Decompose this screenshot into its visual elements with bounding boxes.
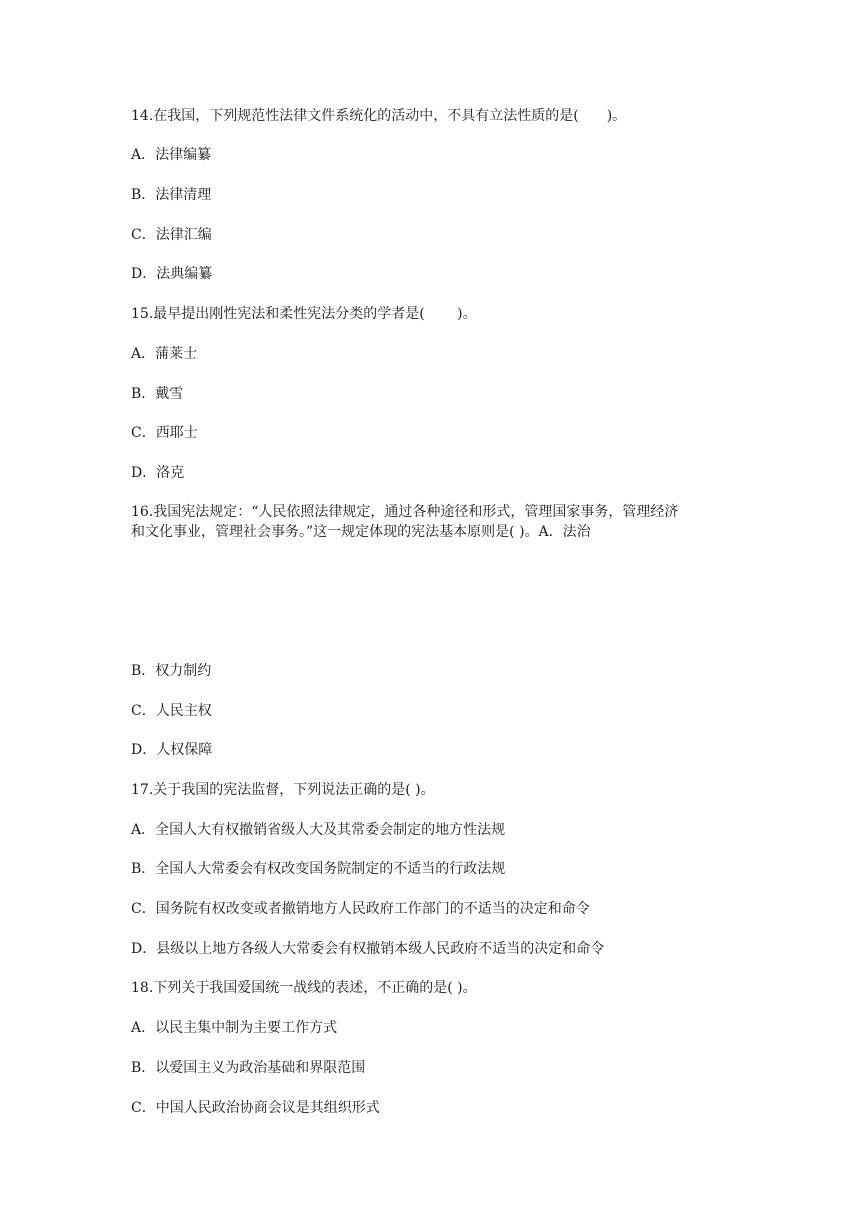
question-15-option-a: A．蒲莱士 [131,346,198,362]
question-16-option-c: C．人民主权 [131,703,212,719]
question-14-option-d: D．法典编纂 [131,266,213,282]
question-16-stem [131,502,749,542]
question-14-option-c: C．法律汇编 [131,227,212,243]
question-17-stem: 17.关于我国的宪法监督，下列说法正确的是( )。 [131,782,435,798]
question-16-option-b: B．权力制约 [131,663,212,679]
question-17-option-c: C．国务院有权改变或者撤销地方人民政府工作部门的不适当的决定和命令 [131,901,590,917]
question-15-option-c: C．西耶士 [131,425,198,441]
question-18-stem: 18.下列关于我国爱国统一战线的表述，不正确的是( )。 [131,980,477,996]
question-17-option-d: D．县级以上地方各级人大常委会有权撤销本级人民政府不适当的决定和命令 [131,941,605,957]
question-14-stem: 14.在我国，下列规范性法律文件系统化的活动中，不具有立法性质的是( )。 [131,108,627,124]
question-15-option-d: D．洛克 [131,465,185,481]
question-18-option-b: B．以爱国主义为政治基础和界限范围 [131,1060,366,1076]
question-18-option-c: C．中国人民政治协商会议是其组织形式 [131,1100,380,1116]
question-17-option-b: B．全国人大常委会有权改变国务院制定的不适当的行政法规 [131,861,506,877]
question-16-stem-line-2: 和文化事业，管理社会事务。”这一规定体现的宪法基本原则是( )。A．法治 [131,524,591,540]
question-14-option-a: A．法律编纂 [131,147,212,163]
question-18-option-a: A．以民主集中制为主要工作方式 [131,1020,338,1036]
question-16-option-d: D．人权保障 [131,742,213,758]
question-14-option-b: B．法律清理 [131,187,212,203]
question-16-stem-line-1: 16.我国宪法规定：“人民依照法律规定，通过各种途径和形式，管理国家事务，管理经济 [131,504,679,520]
question-15-stem: 15.最早提出刚性宪法和柔性宪法分类的学者是( )。 [131,306,477,322]
question-17-option-a: A．全国人大有权撤销省级人大及其常委会制定的地方性法规 [131,822,506,838]
question-15-option-b: B．戴雪 [131,386,184,402]
